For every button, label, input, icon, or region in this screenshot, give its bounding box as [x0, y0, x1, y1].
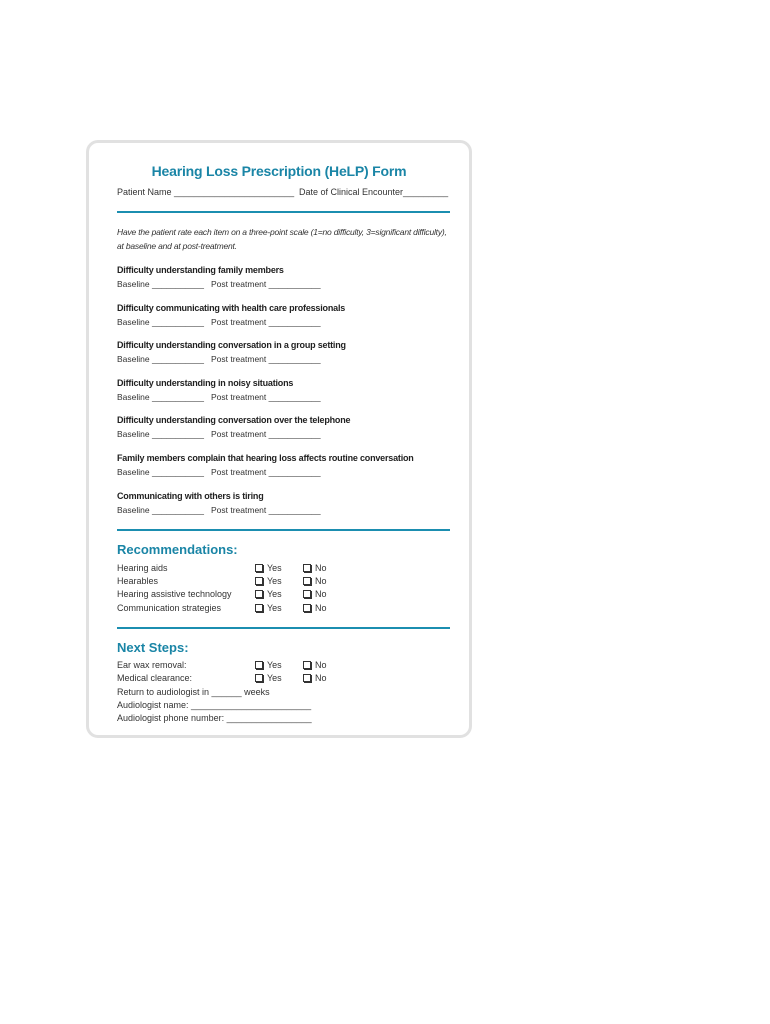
audiologist-name-field[interactable]: Audiologist name: ________________________ — [117, 700, 312, 710]
next-steps-heading: Next Steps: — [117, 640, 189, 655]
item-title: Communicating with others is tiring — [117, 491, 264, 501]
divider — [117, 211, 450, 213]
yes-option[interactable]: Yes — [255, 673, 282, 683]
post-treatment-field[interactable]: Post treatment ___________ — [211, 429, 321, 439]
no-option[interactable]: No — [303, 603, 327, 613]
baseline-field[interactable]: Baseline ___________ — [117, 317, 204, 327]
post-treatment-field[interactable]: Post treatment ___________ — [211, 317, 321, 327]
divider — [117, 627, 450, 629]
instructions: Have the patient rate each item on a three-point scale (1=no difficulty, 3=significant difficulty), at baseline and at post-treatment. — [117, 227, 447, 251]
post-treatment-field[interactable]: Post treatment ___________ — [211, 467, 321, 477]
yes-option[interactable]: Yes — [255, 576, 282, 586]
checkbox-icon[interactable] — [303, 674, 311, 682]
checkbox-icon[interactable] — [303, 577, 311, 585]
rec-label: Communication strategies — [117, 603, 222, 613]
item-title: Family members complain that hearing loss affects routine conversation — [117, 453, 414, 463]
recommendations-heading: Recommendations: — [117, 542, 238, 557]
checkbox-icon[interactable] — [255, 661, 263, 669]
checkbox-icon[interactable] — [303, 604, 311, 612]
post-treatment-field[interactable]: Post treatment ___________ — [211, 505, 321, 515]
audiologist-phone-field[interactable]: Audiologist phone number: _________________ — [117, 713, 312, 723]
checkbox-icon[interactable] — [255, 564, 263, 572]
return-field[interactable]: Return to audiologist in ______ weeks — [117, 687, 270, 697]
help-form-card — [86, 140, 472, 738]
no-option[interactable]: No — [303, 563, 327, 573]
item-title: Difficulty communicating with health care professionals — [117, 303, 346, 313]
checkbox-icon[interactable] — [255, 590, 263, 598]
post-treatment-field[interactable]: Post treatment ___________ — [211, 279, 321, 289]
checkbox-icon[interactable] — [255, 577, 263, 585]
yes-option[interactable]: Yes — [255, 563, 282, 573]
baseline-field[interactable]: Baseline ___________ — [117, 392, 204, 402]
rec-label: Hearables — [117, 576, 159, 586]
patient-name-field[interactable]: Patient Name ________________________ — [117, 187, 295, 197]
encounter-date-field[interactable]: Date of Clinical Encounter_________ — [299, 187, 449, 197]
no-option[interactable]: No — [303, 576, 327, 586]
baseline-field[interactable]: Baseline ___________ — [117, 467, 204, 477]
post-treatment-field[interactable]: Post treatment ___________ — [211, 354, 321, 364]
checkbox-icon[interactable] — [303, 564, 311, 572]
checkbox-icon[interactable] — [255, 674, 263, 682]
form-title: Hearing Loss Prescription (HeLP) Form — [151, 163, 407, 179]
no-option[interactable]: No — [303, 589, 327, 599]
no-option[interactable]: No — [303, 673, 327, 683]
checkbox-icon[interactable] — [255, 604, 263, 612]
checkbox-icon[interactable] — [303, 590, 311, 598]
yes-option[interactable]: Yes — [255, 660, 282, 670]
checkbox-icon[interactable] — [303, 661, 311, 669]
rec-label: Hearing aids — [117, 563, 168, 573]
item-title: Difficulty understanding conversation in a group setting — [117, 340, 346, 350]
rec-label: Hearing assistive technology — [117, 589, 232, 599]
baseline-field[interactable]: Baseline ___________ — [117, 279, 204, 289]
item-title: Difficulty understanding family members — [117, 265, 284, 275]
next-step-label: Ear wax removal: — [117, 660, 187, 670]
item-title: Difficulty understanding conversation over the telephone — [117, 415, 351, 425]
yes-option[interactable]: Yes — [255, 589, 282, 599]
divider — [117, 529, 450, 531]
no-option[interactable]: No — [303, 660, 327, 670]
baseline-field[interactable]: Baseline ___________ — [117, 354, 204, 364]
post-treatment-field[interactable]: Post treatment ___________ — [211, 392, 321, 402]
item-title: Difficulty understanding in noisy situations — [117, 378, 294, 388]
yes-option[interactable]: Yes — [255, 603, 282, 613]
next-step-label: Medical clearance: — [117, 673, 193, 683]
baseline-field[interactable]: Baseline ___________ — [117, 505, 204, 515]
baseline-field[interactable]: Baseline ___________ — [117, 429, 204, 439]
